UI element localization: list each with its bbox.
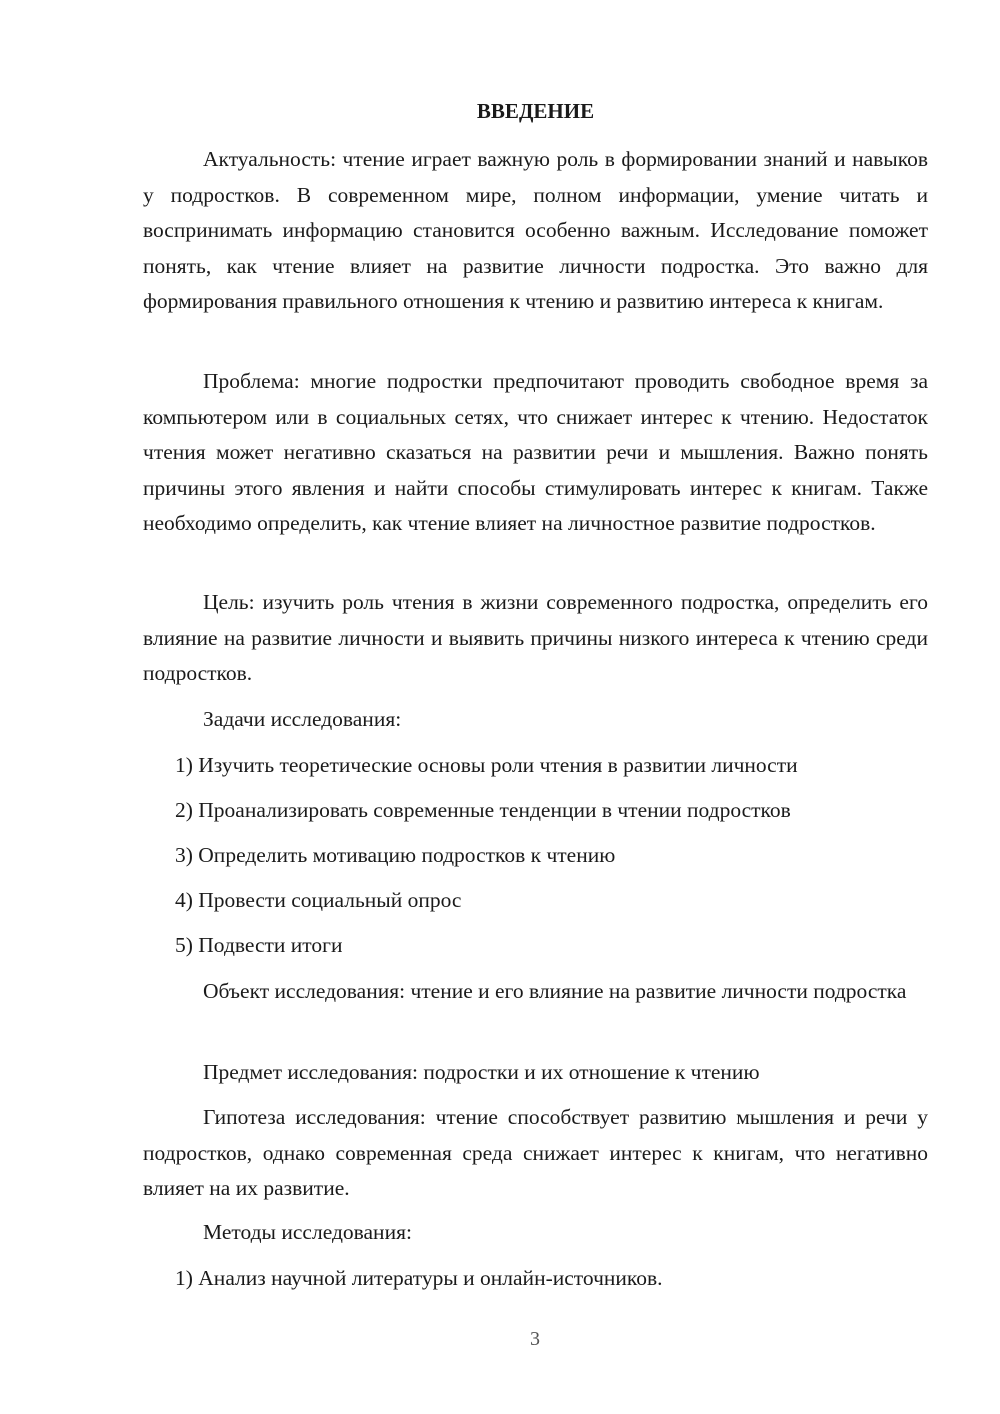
object-paragraph <box>143 974 928 1010</box>
subject-text: Предмет исследования: подростки и их отношение к чтению <box>203 1060 760 1084</box>
goal-paragraph <box>143 585 928 692</box>
relevance-paragraph <box>143 142 928 320</box>
page-title: ВВЕДЕНИЕ <box>476 99 595 123</box>
list-item: 2) Проанализировать современные тенденции в чтении подростков <box>175 798 791 822</box>
problem-paragraph <box>143 364 928 542</box>
hypothesis-text: Гипотеза исследования: чтение способствует развитию мышления и речи у подростков, однако современная среда снижает интерес к книгам, что негативно влияет на их развитие. <box>143 1105 928 1200</box>
list-item: 4) Провести социальный опрос <box>175 888 462 912</box>
list-item: 5) Подвести итоги <box>175 933 343 957</box>
tasks-heading: Задачи исследования: <box>203 707 402 731</box>
object-text: Объект исследования: чтение и его влияние на развитие личности подростка <box>203 979 907 1003</box>
page-number: 3 <box>530 1328 540 1350</box>
list-item: 1) Изучить теоретические основы роли чтения в развитии личности <box>175 753 798 777</box>
list-item: 1) Анализ научной литературы и онлайн-источников. <box>175 1266 663 1290</box>
methods-heading: Методы исследования: <box>203 1220 412 1244</box>
list-item: 3) Определить мотивацию подростков к чтению <box>175 843 616 867</box>
goal-text: Цель: изучить роль чтения в жизни современного подростка, определить его влияние на развитие личности и выявить причины низкого интереса к чтению среди подростков. <box>143 590 928 685</box>
hypothesis-paragraph <box>143 1100 928 1207</box>
problem-text: Проблема: многие подростки предпочитают проводить свободное время за компьютером или в социальных сетях, что снижает интерес к чтению. Недостаток чтения может негативно сказаться на развитии речи и мышления. Важно понять причины этого явления и найти способы стимулировать интерес к книгам. Также необходимо определить, как чтение влияет на личностное развитие подростков. <box>143 369 928 535</box>
relevance-text: Актуальность: чтение играет важную роль в формировании знаний и навыков у подростков. В современном мире, полном информации, умение читать и воспринимать информацию становится особенно важным. Исследование поможет понять, как чтение влияет на развитие личности подростка. Это важно для формирования правильного отношения к чтению и развитию интереса к книгам. <box>143 147 928 313</box>
